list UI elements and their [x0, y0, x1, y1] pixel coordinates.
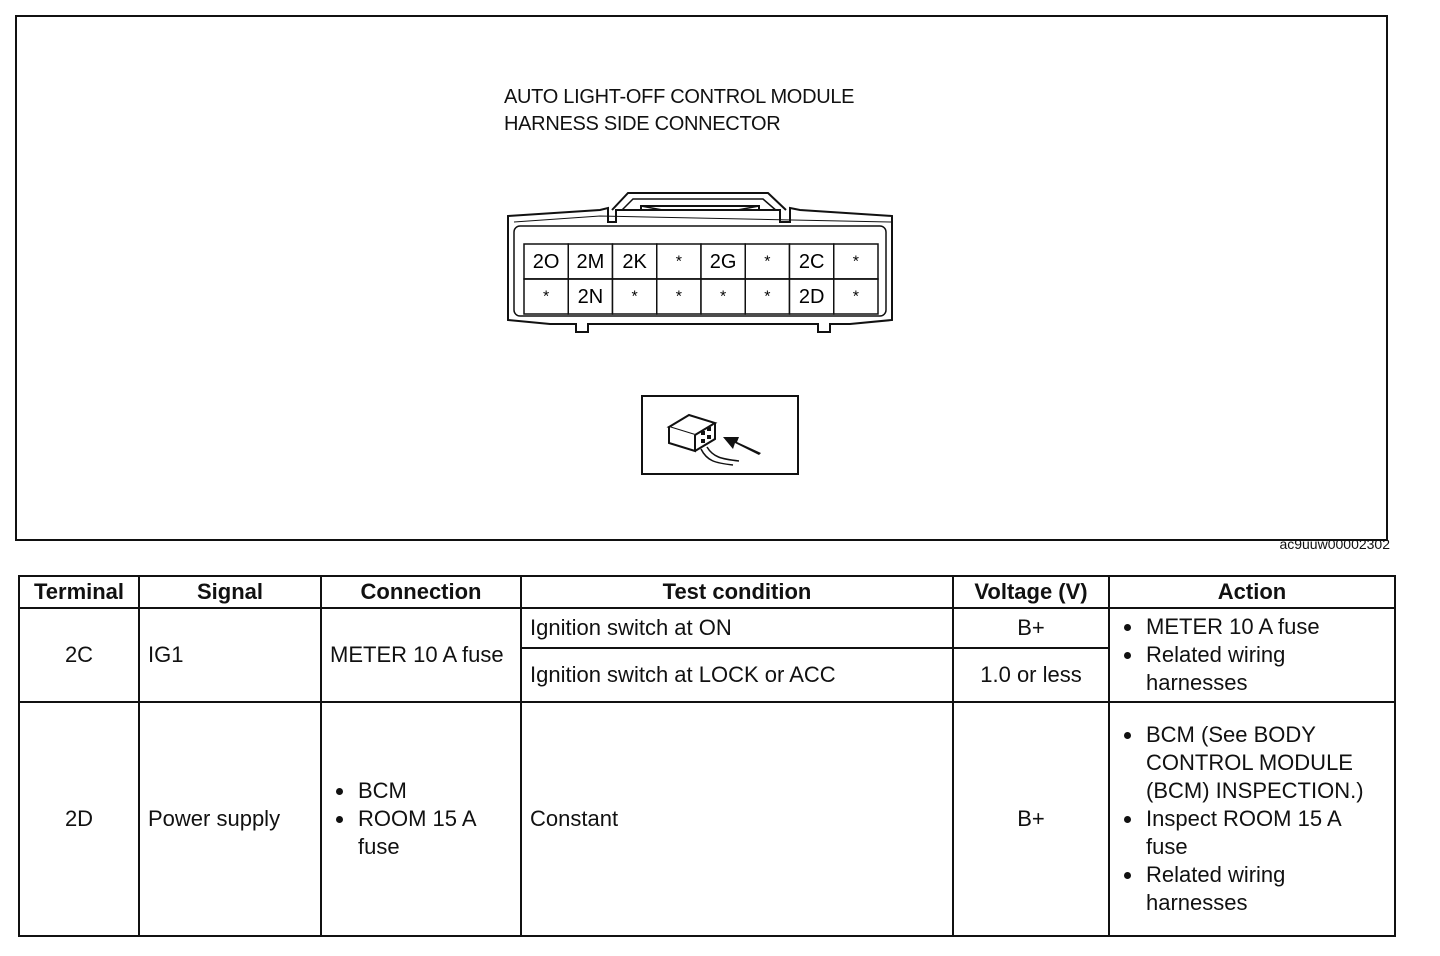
terminal-inspection-table [18, 575, 1396, 937]
connector-pin-label: 2K [622, 250, 647, 273]
header-terminal: Terminal [19, 576, 139, 608]
test-condition-cell: Ignition switch at ON [521, 608, 953, 648]
connector-pin-label: * [675, 288, 682, 306]
action-cell [1109, 702, 1395, 936]
connector-pin-label: * [675, 253, 682, 271]
table-header-row [19, 576, 1395, 608]
action-item: • METER 10 A fuse [1144, 613, 1386, 641]
action-item: • BCM (See BODY CONTROL MODULE (BCM) INSPECTION.) [1144, 721, 1386, 805]
signal-cell: IG1 [139, 608, 321, 702]
voltage-cell: 1.0 or less [953, 648, 1109, 702]
terminal-cell: 2C [19, 608, 139, 702]
connection-item: • ROOM 15 A fuse [356, 805, 512, 861]
connection-cell: METER 10 A fuse [321, 608, 521, 702]
action-item: • Related wiring harnesses [1144, 641, 1386, 697]
terminal-cell: 2D [19, 702, 139, 936]
connector-title-line1: AUTO LIGHT-OFF CONTROL MODULE [504, 86, 855, 108]
connector-title [504, 84, 854, 138]
signal-cell: Power supply [139, 702, 321, 936]
header-test-condition: Test condition [521, 576, 953, 608]
connection-item: • BCM [356, 777, 512, 805]
connection-cell [321, 702, 521, 936]
table-row [19, 702, 1395, 936]
connector-pin-label: 2D [798, 285, 825, 308]
voltage-cell: B+ [953, 702, 1109, 936]
connector-pin-label: * [764, 253, 771, 271]
connector-pin-label: * [852, 288, 859, 306]
connector-pin-grid [524, 244, 878, 314]
harness-connector-front-view-icon [641, 395, 799, 475]
connector-pin-label: * [852, 253, 859, 271]
figure-reference-code: ac9uuw00002302 [1279, 536, 1390, 552]
harness-side-connector [500, 186, 900, 346]
test-condition-cell: Ignition switch at LOCK or ACC [521, 648, 953, 702]
action-item: • Related wiring harnesses [1144, 861, 1386, 917]
connector-pin-label: 2N [577, 285, 604, 308]
header-signal: Signal [139, 576, 321, 608]
connector-pin-label: * [720, 288, 727, 306]
connector-pin-label: 2G [709, 250, 737, 273]
action-item: • Inspect ROOM 15 A fuse [1144, 805, 1386, 861]
header-action: Action [1109, 576, 1395, 608]
connector-pin-label: * [631, 288, 638, 306]
test-condition-cell: Constant [521, 702, 953, 936]
connector-pin-label: * [543, 288, 550, 306]
connector-pin-label: 2C [798, 250, 825, 273]
connector-title-line2: HARNESS SIDE CONNECTOR [504, 113, 781, 135]
header-voltage: Voltage (V) [953, 576, 1109, 608]
connector-pin-label: 2O [532, 250, 560, 273]
connector-pin-label: * [764, 288, 771, 306]
header-connection: Connection [321, 576, 521, 608]
table-row [19, 608, 1395, 648]
voltage-cell: B+ [953, 608, 1109, 648]
action-cell [1109, 608, 1395, 702]
connector-pin-label: 2M [576, 250, 605, 273]
